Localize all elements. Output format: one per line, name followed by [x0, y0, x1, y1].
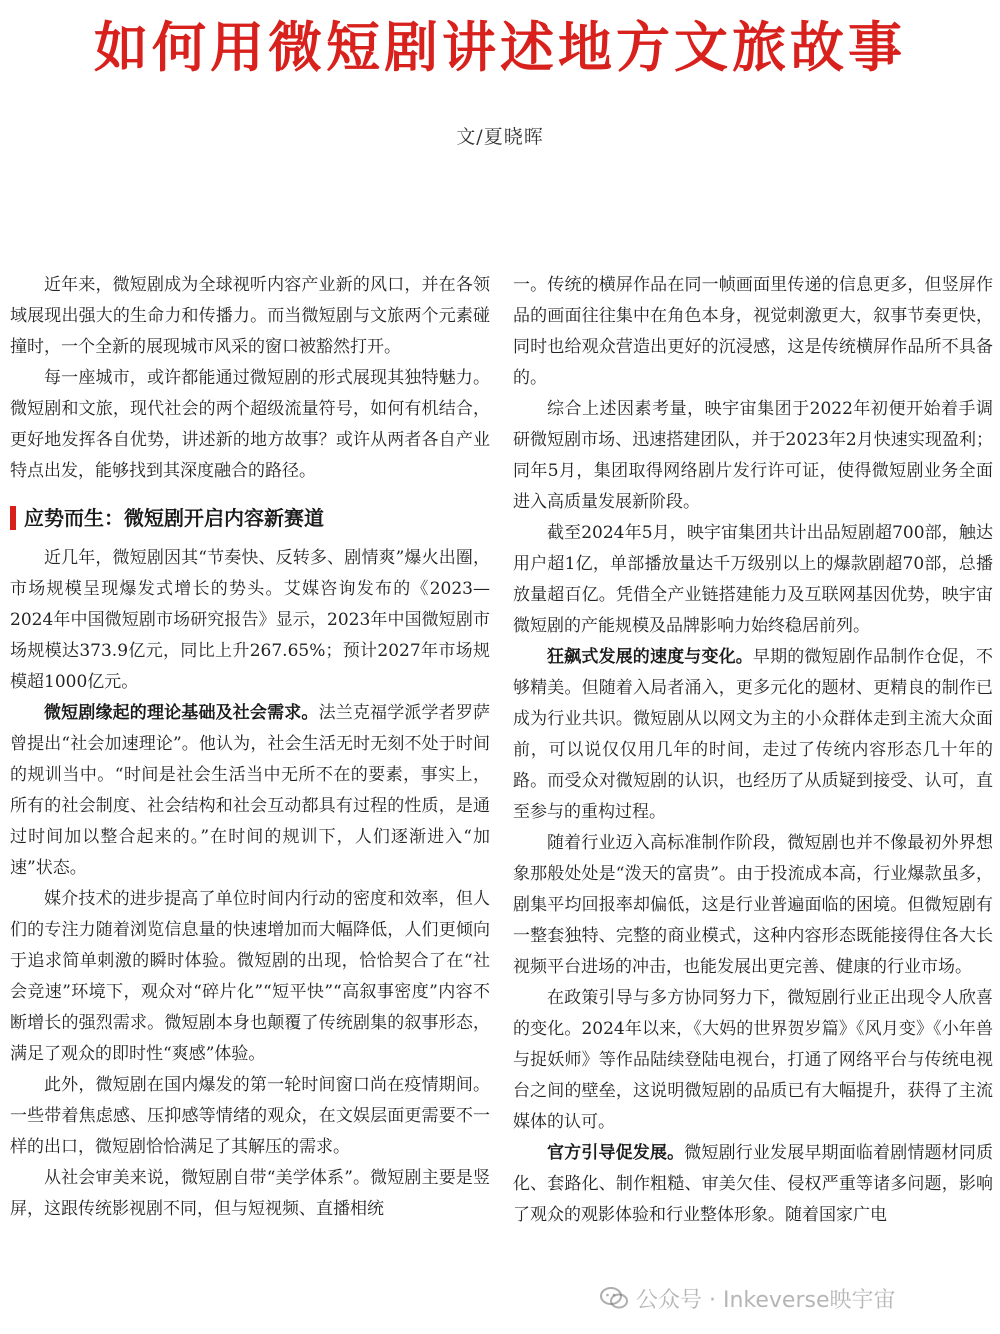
paragraph: 综合上述因素考量，映宇宙集团于2022年初便开始着手调研微短剧市场、迅速搭建团队，并于2023年2月快速实现盈利；同年5月，集团取得网络剧片发行许可证，使得微短剧业务全面进入高质量发展新阶段。 [513, 399, 993, 512]
article-byline: 文/夏晓晖 [456, 126, 544, 148]
paragraph: 从社会审美来说，微短剧自带“美学体系”。微短剧主要是竖屏，这跟传统影视剧不同，但与短视频、直播相统 [10, 1168, 490, 1219]
article-title: 如何用微短剧讲述地方文旅故事 [94, 16, 906, 79]
paragraph: 截至2024年5月，映宇宙集团共计出品短剧超700部，触达用户超1亿，单部播放量达千万级别以上的爆款剧超70部，总播放量超百亿。凭借全产业链搭建能力及互联网基因优势，映宇宙微短剧的产能规模及品牌影响力始终稳居前列。 [513, 523, 993, 636]
paragraph: 随着行业迈入高标准制作阶段，微短剧也并不像最初外界想象那般处处是“泼天的富贵”。由于投流成本高，行业爆款虽多，剧集平均回报率却偏低，这是行业普遍面临的困境。但微短剧有一整套独特、完整的商业模式，这种内容形态既能接得住各大长视频平台进场的冲击，也能发展出更完善、健康的行业市场。 [513, 833, 993, 977]
section-heading [10, 501, 490, 535]
paragraph: 在政策引导与多方协同努力下，微短剧行业正出现令人欣喜的变化。2024年以来，《大妈的世界贺岁篇》《风月变》《小年兽与捉妖师》等作品陆续登陆电视台，打通了网络平台与传统电视台之间的壁垒，这说明微短剧的品质已有大幅提升，获得了主流媒体的认可。 [513, 988, 993, 1132]
paragraph [10, 698, 490, 884]
watermark [600, 1278, 990, 1318]
paragraph: 媒介技术的进步提高了单位时间内行动的密度和效率，但人们的专注力随着浏览信息量的快速增加而大幅降低，人们更倾向于追求简单刺激的瞬时体验。微短剧的出现，恰恰契合了在“社会竞速”环境下，观众对“碎片化”“短平快”“高叙事密度”内容不断增长的强烈需求。微短剧本身也颠覆了传统剧集的叙事形态，满足了观众的即时性“爽感”体验。 [10, 889, 490, 1064]
paragraph: 每一座城市，或许都能通过微短剧的形式展现其独特魅力。微短剧和文旅，现代社会的两个超级流量符号，如何有机结合，更好地发挥各自优势，讲述新的地方故事？或许从两者各自产业特点出发，能够找到其深度融合的路径。 [10, 368, 490, 481]
paragraph-lead: 狂飙式发展的速度与变化。 [547, 647, 753, 667]
paragraph: 近几年，微短剧因其“节奏快、反转多、剧情爽”爆火出圈，市场规模呈现爆发式增长的势头。艾媒咨询发布的《2023—2024年中国微短剧市场研究报告》显示，2023年中国微短剧市场规模达373.9亿元，同比上升267.65%；预计2027年市场规模超1000亿元。 [10, 548, 490, 692]
paragraph-lead: 官方引导促发展。 [547, 1143, 685, 1163]
paragraph [513, 1138, 993, 1231]
paragraph-lead: 微短剧缘起的理论基础及社会需求。 [44, 703, 319, 723]
right-column [513, 270, 993, 1231]
paragraph: 此外，微短剧在国内爆发的第一轮时间窗口尚在疫情期间。一些带着焦虑感、压抑感等情绪的观众，在文娱层面更需要不一样的出口，微短剧恰恰满足了其解压的需求。 [10, 1075, 490, 1157]
section-heading-text: 应势而生：微短剧开启内容新赛道 [24, 505, 324, 530]
paragraph [513, 642, 993, 828]
section-marker [10, 506, 16, 530]
paragraph-body: 微短剧行业发展早期面临着剧情题材同质化、套路化、制作粗糙、审美欠佳、侵权严重等诸多问题，影响了观众的观影体验和行业整体形象。随着国家广电 [513, 1143, 994, 1225]
paragraph-body: 法兰克福学派学者罗萨曾提出“社会加速理论”。他认为，社会生活无时无刻不处于时间的规训当中。“时间是社会生活当中无所不在的要素，事实上，所有的社会制度、社会结构和社会互动都具有过程的性质，是通过时间加以整合起来的。”在时间的规训下，人们逐渐进入“加速”状态。 [10, 703, 491, 878]
left-column [10, 270, 490, 1225]
watermark-text: 公众号 · Inkeverse映宇宙 [636, 1287, 896, 1313]
paragraph: 一。传统的横屏作品在同一帧画面里传递的信息更多，但竖屏作品的画面往往集中在角色本身，视觉刺激更大，叙事节奏更快，同时也给观众营造出更好的沉浸感，这是传统横屏作品所不具备的。 [513, 275, 993, 388]
paragraph: 近年来，微短剧成为全球视听内容产业新的风口，并在各领域展现出强大的生命力和传播力。而当微短剧与文旅两个元素碰撞时，一个全新的展现城市风采的窗口被豁然打开。 [10, 275, 490, 357]
paragraph-body: 早期的微短剧作品制作仓促，不够精美。但随着入局者涌入，更多元化的题材、更精良的制作已成为行业共识。微短剧从以网文为主的小众群体走到主流大众面前，可以说仅仅用几年的时间，走过了传统内容形态几十年的路。而受众对微短剧的认识，也经历了从质疑到接受、认可，直至参与的重构过程。 [513, 647, 994, 822]
wechat-icon [600, 1286, 628, 1310]
